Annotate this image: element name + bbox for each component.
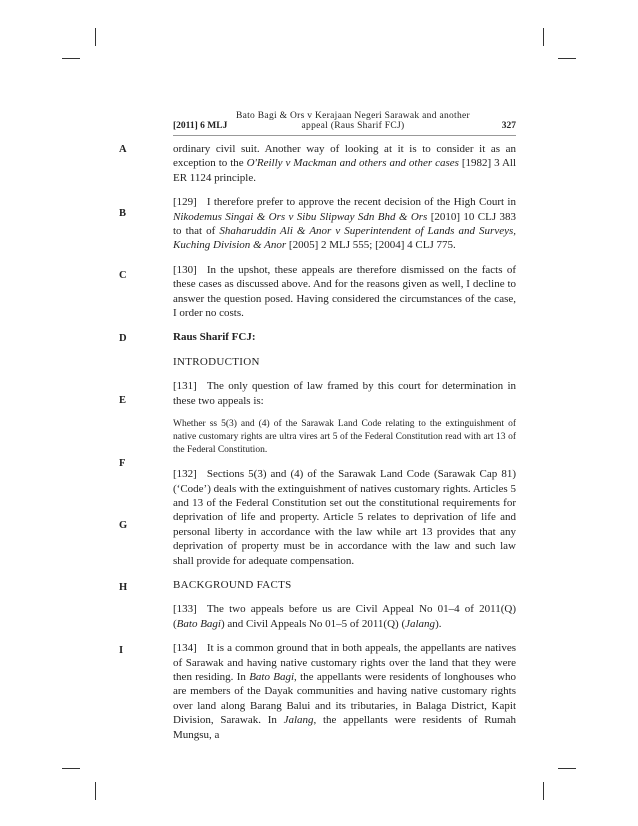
section-heading-introduction: INTRODUCTION [173, 355, 260, 368]
margin-letter: E [119, 395, 127, 406]
margin-letter: A [119, 144, 127, 155]
paragraph-132: [132] Sections 5(3) and (4) of the Sarawak Land Code (Sarawak Cap 81) (‘Code’) deals with the extinguishment of natives customary rights. Articles 5 and 13 of the Federal Constitution set out the constitutional requirements for deprivation of life and property. Article 5 relates to deprivation of life and personal liberty in accordance with the law while art 13 provides that any deprivation of property must be in accordance with the law and such law shall provide for adequate compensation. [173, 468, 516, 567]
margin-letter: B [119, 208, 127, 219]
header-title-line1: Bato Bagi & Ors v Kerajaan Negeri Sarawak and another [235, 111, 471, 121]
paragraph-130: [130] In the upshot, these appeals are therefore dismissed on the facts of these cases as discussed above. And for the reasons given as well, I decline to answer the question posed. Having considered the circumstances of the case, I order no costs. [173, 263, 516, 320]
crop-mark [95, 28, 96, 46]
margin-letter: F [119, 458, 126, 469]
header-citation: [2011] 6 MLJ [173, 121, 228, 131]
margin-letter: H [119, 582, 128, 593]
crop-mark [543, 782, 544, 800]
paragraph-129: [129] I therefore prefer to approve the recent decision of the High Court in Nikodemus Singai & Ors v Sibu Slipway Sdn Bhd & Ors [2010] 10 CLJ 383 to that of Shaharuddin Ali & Anor v Superintendent of Lands and Surveys, Kuching Division & Anor [2005] 2 MLJ 555; [2004] 4 CLJ 775. [173, 196, 516, 252]
paragraph-number: [129] [173, 196, 197, 209]
section-heading-background: BACKGROUND FACTS [173, 578, 292, 591]
margin-letter: C [119, 270, 127, 281]
paragraph-133: [133] The two appeals before us are Civil Appeal No 01–4 of 2011(Q) (Bato Bagi) and Civil Appeals No 01–5 of 2011(Q) (Jalang). [173, 603, 516, 630]
crop-mark [558, 58, 576, 59]
paragraph-number: [131] [173, 380, 197, 393]
crop-mark [95, 782, 96, 800]
header-case-title [233, 111, 473, 131]
judge-name: Raus Sharif FCJ: [173, 331, 256, 344]
header-title-line2: appeal (Raus Sharif FCJ) [301, 121, 405, 131]
paragraph-continued: ordinary civil suit. Another way of looking at it is to consider it as an exception to the O'Reilly v Mackman and others and other cases [1982] 3 All ER 1124 principle. [173, 143, 516, 184]
crop-mark [62, 768, 80, 769]
running-header [173, 111, 516, 135]
page-number: 327 [501, 121, 516, 131]
margin-letter: I [119, 645, 124, 656]
block-quote: Whether ss 5(3) and (4) of the Sarawak Land Code relating to the extinguishment of native customary rights are ultra vires art 5 of the Federal Constitution read with art 13 of the Federal Constitution. [173, 419, 516, 456]
crop-mark [62, 58, 80, 59]
header-rule [173, 135, 516, 136]
paragraph-number: [134] [173, 642, 197, 655]
paragraph-134: [134] It is a common ground that in both appeals, the appellants are natives of Sarawak and having native customary rights over the land that they were then residing. In Bato Bagi, the appellants were residents of longhouses who are members of the Dayak communities and having native customary rights over land along Barang Balui and its tributaries, in Balaga District, Kapit Division, Sarawak. In Jalang, the appellants were residents of Rumah Mungsu, a [173, 642, 516, 741]
margin-letter: G [119, 520, 128, 531]
judgment-body [173, 142, 516, 752]
crop-mark [558, 768, 576, 769]
paragraph-number: [133] [173, 603, 197, 616]
margin-letter: D [119, 333, 127, 344]
paragraph-number: [132] [173, 468, 197, 481]
crop-mark [543, 28, 544, 46]
paragraph-number: [130] [173, 263, 197, 276]
paragraph-131: [131] The only question of law framed by this court for determination in these two appeals is: [173, 380, 516, 407]
